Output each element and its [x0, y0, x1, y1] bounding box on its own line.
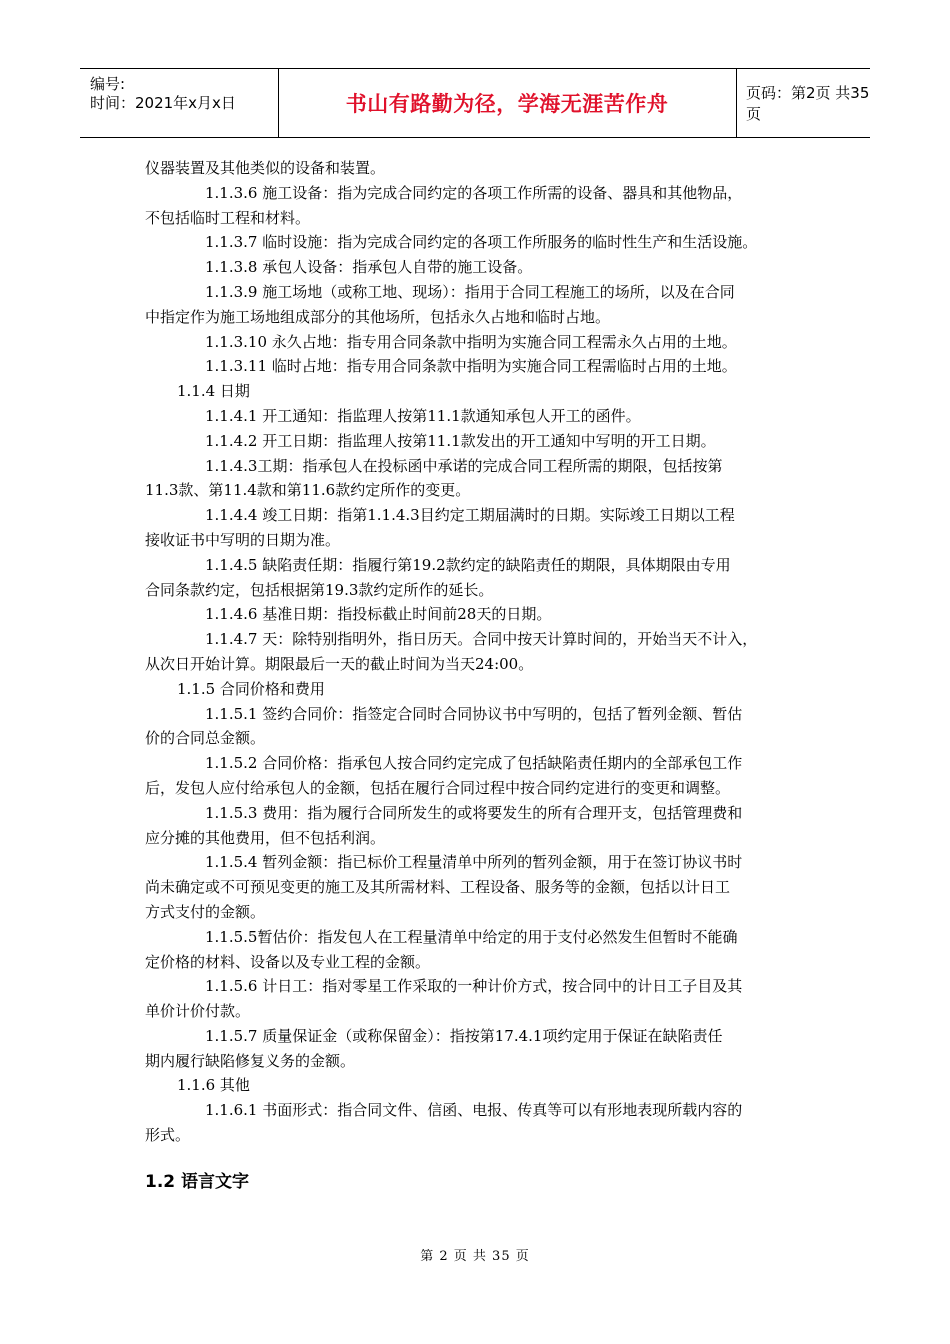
body-line: 1.1.4.2 开工日期：指监理人按第11.1款发出的开工通知中写明的开工日期。 — [205, 431, 716, 450]
body-line: 1.1.5.2 合同价格：指承包人按合同约定完成了包括缺陷责任期内的全部承包工作 — [205, 754, 743, 773]
body-line: 定价格的材料、设备以及专业工程的金额。 — [145, 952, 431, 971]
body-line: 1.1.5.5暂估价：指发包人在工程量清单中给定的用于支付必然发生但暂时不能确 — [205, 927, 738, 946]
body-line: 1.1.5.3 费用：指为履行合同所发生的或将要发生的所有合理开支，包括管理费和 — [205, 803, 743, 822]
motto-text: 书山有路勤为径，学海无涯苦作舟 — [345, 92, 669, 116]
body-line: 1.1.5.7 质量保证金（或称保留金）：指按第17.4.1项约定用于保证在缺陷责任 — [205, 1026, 723, 1045]
body-line: 11.3款、第11.4款和第11.6款约定所作的变更。 — [145, 481, 471, 500]
body-line: 1.1.5.6 计日工：指对零星工作采取的一种计价方式，按合同中的计日工子目及其 — [205, 977, 743, 996]
page-info-cell — [736, 69, 870, 137]
body-line: 尚未确定或不可预见变更的施工及其所需材料、工程设备、服务等的金额，包括以计日工 — [145, 878, 731, 897]
body-line: 1.1.4.5 缺陷责任期：指履行第19.2款约定的缺陷责任的期限，具体期限由专用 — [205, 555, 731, 574]
body-line: 1.1.6 其他 — [177, 1076, 250, 1095]
section-heading: 1.2 语言文字 — [145, 1172, 250, 1192]
body-line: 合同条款约定，包括根据第19.3款约定所作的延长。 — [145, 580, 494, 599]
body-line: 1.1.3.11 临时占地：指专用合同条款中指明为实施合同工程需临时占用的土地。 — [205, 357, 737, 376]
body-line: 1.1.3.8 承包人设备：指承包人自带的施工设备。 — [205, 258, 533, 277]
body-line: 中指定作为施工场地组成部分的其他场所，包括永久占地和临时占地。 — [145, 307, 611, 326]
body-line: 1.1.4.1 开工通知：指监理人按第11.1款通知承包人开工的函件。 — [205, 406, 641, 425]
body-line: 1.1.4.3工期：指承包人在投标函中承诺的完成合同工程所需的期限，包括按第 — [205, 456, 723, 475]
time-label: 时间：2021年x月x日 — [90, 94, 236, 112]
number-label: 编号: — [90, 75, 126, 93]
body-line: 价的合同总金额。 — [145, 729, 266, 748]
body-line: 从次日开始计算。期限最后一天的截止时间为当天24:00。 — [145, 654, 534, 673]
page-info: 页码：第2页 共35页 — [746, 84, 870, 123]
body-line: 不包括临时工程和材料。 — [145, 208, 311, 227]
body-line: 单价计价付款。 — [145, 1002, 251, 1021]
motto-cell — [278, 69, 737, 137]
body-line: 应分摊的其他费用，但不包括利润。 — [145, 828, 386, 847]
page-header — [80, 68, 870, 138]
body-line: 期内履行缺陷修复义务的金额。 — [145, 1051, 356, 1070]
body-line: 1.1.6.1 书面形式：指合同文件、信函、电报、传真等可以有形地表现所载内容的 — [205, 1101, 743, 1120]
body-line: 后，发包人应付给承包人的金额，包括在履行合同过程中按合同约定进行的变更和调整。 — [145, 778, 731, 797]
page-footer: 第 2 页 共 35 页 — [420, 1249, 530, 1264]
body-line: 1.1.4.4 竣工日期：指第1.1.4.3目约定工期届满时的日期。实际竣工日期以工程 — [205, 506, 735, 525]
body-line: 1.1.5 合同价格和费用 — [177, 679, 325, 698]
body-line: 1.1.5.4 暂列金额：指已标价工程量清单中所列的暂列金额，用于在签订协议书时 — [205, 853, 743, 872]
body-line: 仪器装置及其他类似的设备和装置。 — [145, 159, 386, 177]
body-line: 1.1.3.7 临时设施：指为完成合同约定的各项工作所服务的临时性生产和生活设施。 — [205, 233, 758, 252]
document-body — [145, 156, 810, 1148]
body-line: 接收证书中写明的日期为准。 — [145, 530, 341, 549]
body-line: 方式支付的金额。 — [145, 902, 266, 921]
body-line: 形式。 — [145, 1126, 191, 1145]
body-line: 1.1.3.10 永久占地：指专用合同条款中指明为实施合同工程需永久占用的土地。 — [205, 332, 737, 351]
body-line: 1.1.3.6 施工设备：指为完成合同约定的各项工作所需的设备、器具和其他物品， — [205, 183, 743, 202]
body-line: 1.1.3.9 施工场地（或称工地、现场）：指用于合同工程施工的场所，以及在合同 — [205, 282, 735, 301]
body-line: 1.1.4.6 基准日期：指投标截止时间前28天的日期。 — [205, 605, 552, 624]
body-line: 1.1.4 日期 — [177, 382, 250, 401]
header-meta-cell — [80, 69, 279, 137]
body-line: 1.1.5.1 签约合同价：指签定合同时合同协议书中写明的，包括了暂列金额、暂估 — [205, 704, 743, 723]
body-line: 1.1.4.7 天：除特别指明外，指日历天。合同中按天计算时间的，开始当天不计入， — [205, 630, 758, 649]
